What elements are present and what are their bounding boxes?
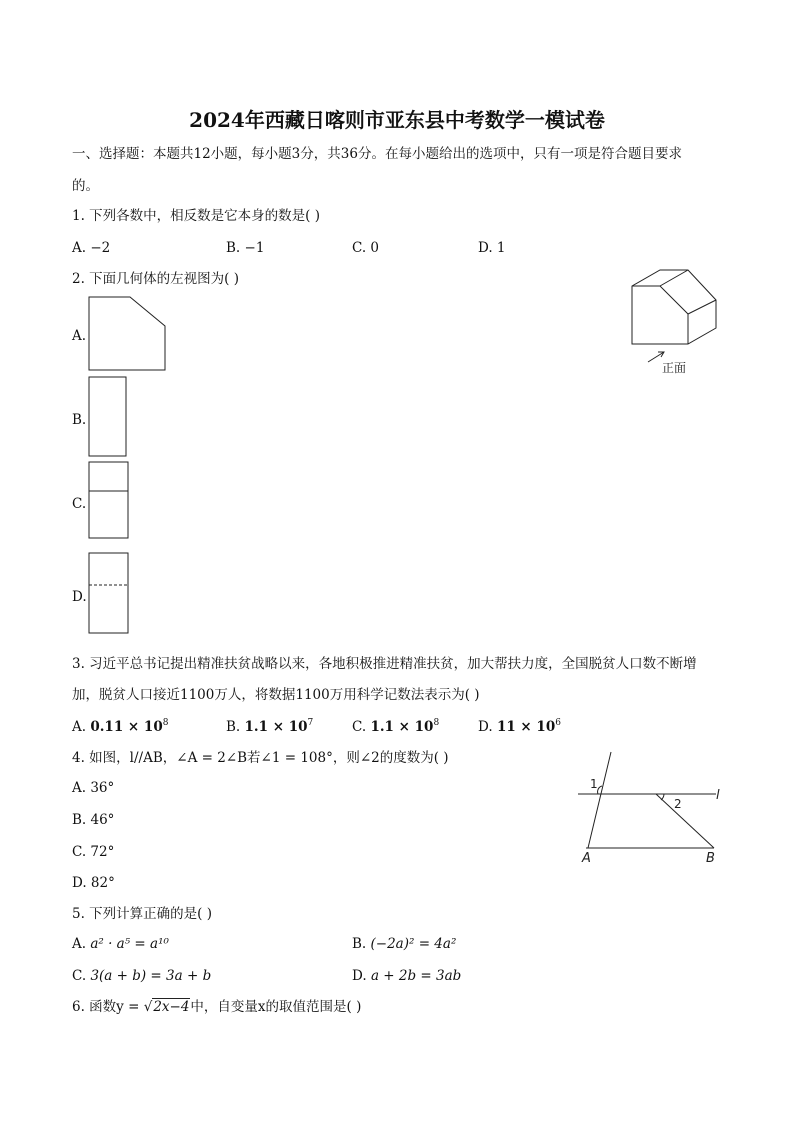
q5-option-c-expr: 3(a + b) = 3a + b [90, 968, 212, 984]
q5-option-d-expr: a + 2b = 3ab [370, 968, 462, 984]
q6-stem-prefix: 6. 函数y = [72, 999, 144, 1015]
question-1-stem: 1. 下列各数中，相反数是它本身的数是( ) [72, 208, 320, 224]
section-header: 一、选择题：本题共12小题，每小题3分，共36分。在每小题给出的选项中，只有一项是符合题目要求 [72, 146, 682, 162]
q2-option-c-figure [88, 461, 130, 540]
q1-option-c: C. 0 [352, 240, 380, 256]
sqrt-symbol: √ [143, 999, 153, 1015]
q3-option-c [352, 717, 439, 737]
q2-front-label: 正面 [662, 361, 687, 375]
q6-stem-suffix: 中，自变量x的取值范围是( ) [190, 999, 362, 1015]
q1-option-b: B. −1 [226, 240, 265, 256]
q5-option-b-expr: (−2a)² = 4a² [370, 936, 457, 952]
q2-option-a: A. [72, 328, 87, 344]
q3-option-b-label: B. [226, 719, 241, 735]
q3-option-a-label: A. [72, 719, 87, 735]
q4-option-d: D. 82° [72, 875, 115, 891]
q3-option-b [226, 717, 313, 737]
question-5-stem: 5. 下列计算正确的是( ) [72, 906, 212, 922]
question-2-stem: 2. 下面几何体的左视图为( ) [72, 271, 239, 287]
q3-option-c-label: C. [352, 719, 367, 735]
q2-option-c: C. [72, 496, 87, 512]
q4-option-b: B. 46° [72, 812, 115, 828]
q3-option-a-mantissa: 0.11 × 10 [90, 719, 163, 735]
q3-option-d-mantissa: 11 × 10 [496, 719, 556, 735]
q4-figure [574, 748, 726, 866]
q3-option-b-mantissa: 1.1 × 10 [244, 719, 308, 735]
q4-option-a: A. 36° [72, 780, 115, 796]
q3-option-c-mantissa: 1.1 × 10 [370, 719, 434, 735]
q5-option-b-label: B. [352, 936, 367, 952]
q3-option-b-exp: 7 [307, 718, 314, 728]
question-3-stem-cont: 加，脱贫人口接近1100万人，将数据1100万用科学记数法表示为( ) [72, 687, 480, 703]
q4-option-c: C. 72° [72, 844, 115, 860]
section-header-cont: 的。 [72, 178, 99, 194]
q2-option-d: D. [72, 589, 87, 605]
q5-option-b [352, 934, 456, 954]
q4-angle2-label: 2 [674, 797, 682, 811]
question-3-stem: 3. 习近平总书记提出精准扶贫战略以来，各地积极推进精准扶贫，加大帮扶力度，全国脱贫人口数不断增 [72, 656, 697, 672]
q5-option-a-expr: a² · a⁵ = a¹⁰ [90, 936, 169, 952]
q3-option-d [478, 717, 561, 737]
q2-option-b-figure [88, 376, 128, 458]
q5-option-d-label: D. [352, 968, 367, 984]
q4-point-a-label: A [582, 851, 591, 866]
q1-option-d: D. 1 [478, 240, 506, 256]
question-6-stem [72, 997, 361, 1017]
q3-option-d-exp: 6 [555, 718, 561, 728]
q5-option-c [72, 966, 211, 986]
q3-option-c-exp: 8 [433, 718, 440, 728]
q6-radicand: 2x−4 [153, 999, 190, 1015]
q5-option-d [352, 966, 461, 986]
q3-option-a [72, 717, 168, 737]
q5-option-a [72, 934, 169, 954]
q3-option-d-label: D. [478, 719, 493, 735]
question-4-stem: 4. 如图，l//AB，∠A = 2∠B若∠1 = 108°，则∠2的度数为( ) [72, 750, 449, 766]
q5-option-a-label: A. [72, 936, 87, 952]
q4-line-label: l [716, 788, 720, 803]
q1-option-a: A. −2 [72, 240, 111, 256]
q2-option-a-figure [88, 296, 168, 372]
q2-option-d-figure [88, 552, 130, 635]
q2-option-b: B. [72, 412, 87, 428]
q2-solid-figure [628, 266, 724, 378]
q4-angle1-label: 1 [590, 777, 598, 791]
q4-point-b-label: B [706, 851, 715, 866]
page-title: 2024年西藏日喀则市亚东县中考数学一模试卷 [189, 108, 605, 132]
q3-option-a-exp: 8 [162, 718, 169, 728]
q5-option-c-label: C. [72, 968, 87, 984]
